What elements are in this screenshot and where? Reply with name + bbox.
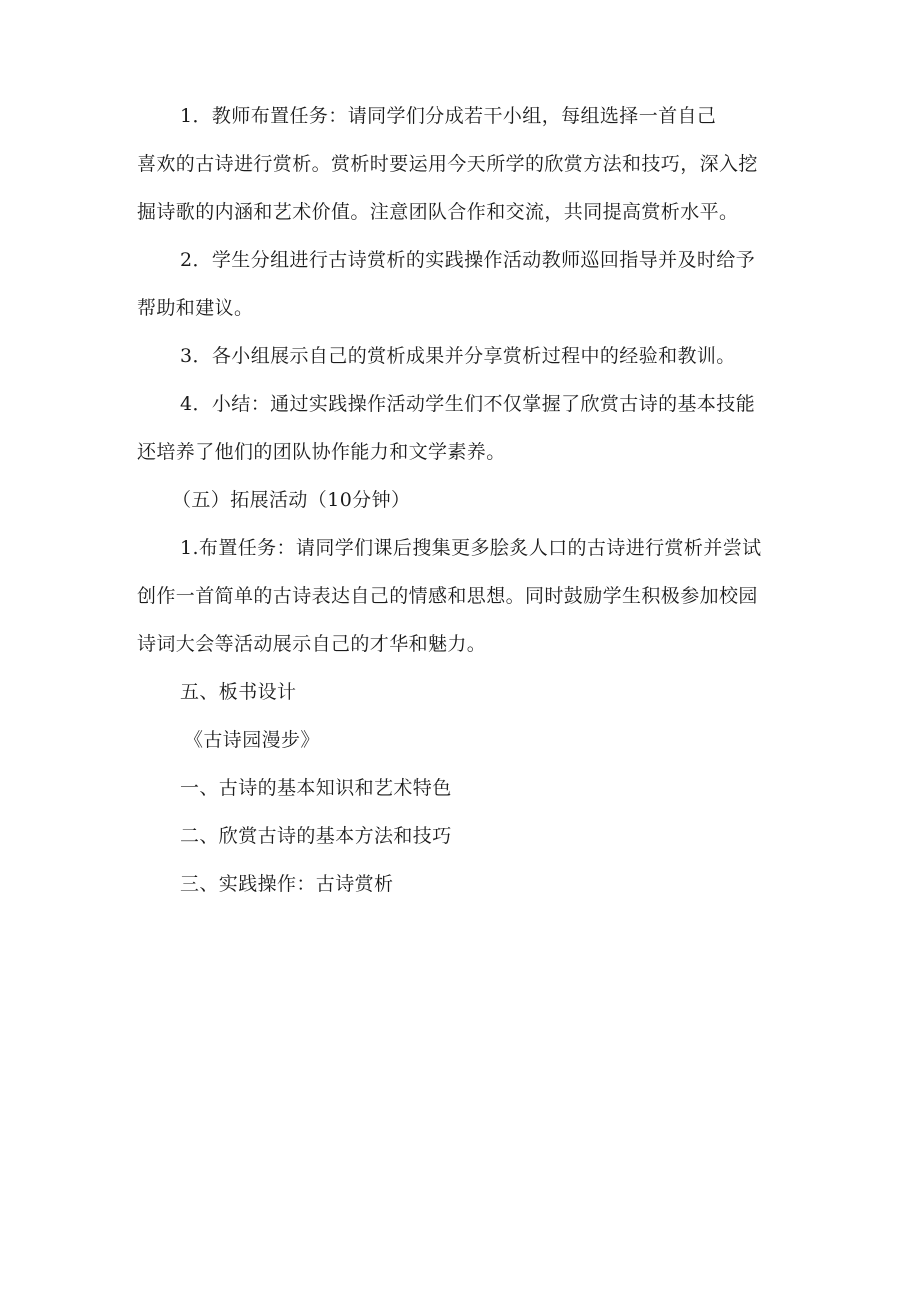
board-item: 三、实践操作：古诗赏析 [180, 873, 394, 895]
paragraph-5-line-1: 1.布置任务：请同学们课后搜集更多脍炙人口的古诗进行赏析并尝试 [180, 537, 762, 559]
section-heading-board-design: 五、板书设计 [180, 681, 297, 703]
paragraph-3-line-1: 3．各小组展示自己的赏析成果并分享赏析过程中的经验和教训。 [180, 345, 736, 367]
paragraph-1-line-2: 喜欢的古诗进行赏析。赏析时要运用今天所学的欣赏方法和技巧，深入挖 [137, 153, 758, 175]
paragraph-1-line-1: 1．教师布置任务：请同学们分成若干小组，每组选择一首自己 [180, 105, 717, 127]
paragraph-1-line-3: 掘诗歌的内涵和艺术价值。注意团队合作和交流，共同提高赏析水平。 [137, 201, 739, 223]
paragraph-4-line-1: 4．小结：通过实践操作活动学生们不仅掌握了欣赏古诗的基本技能 [180, 393, 756, 415]
paragraph-5-line-2: 创作一首简单的古诗表达自己的情感和思想。同时鼓励学生积极参加校园 [137, 585, 758, 607]
board-item: 一、古诗的基本知识和艺术特色 [180, 777, 452, 799]
paragraph-5-line-3: 诗词大会等活动展示自己的才华和魅力。 [137, 633, 487, 655]
board-item: 二、欣赏古诗的基本方法和技巧 [180, 825, 452, 847]
paragraph-2-line-2: 帮助和建议。 [137, 297, 254, 319]
paragraph-2-line-1: 2．学生分组进行古诗赏析的实践操作活动教师巡回指导并及时给予 [180, 249, 756, 271]
section-heading-extension: （五）拓展活动（10分钟） [172, 489, 411, 511]
paragraph-4-line-2: 还培养了他们的团队协作能力和文学素养。 [137, 441, 506, 463]
board-title: 《古诗园漫步》 [184, 729, 320, 751]
